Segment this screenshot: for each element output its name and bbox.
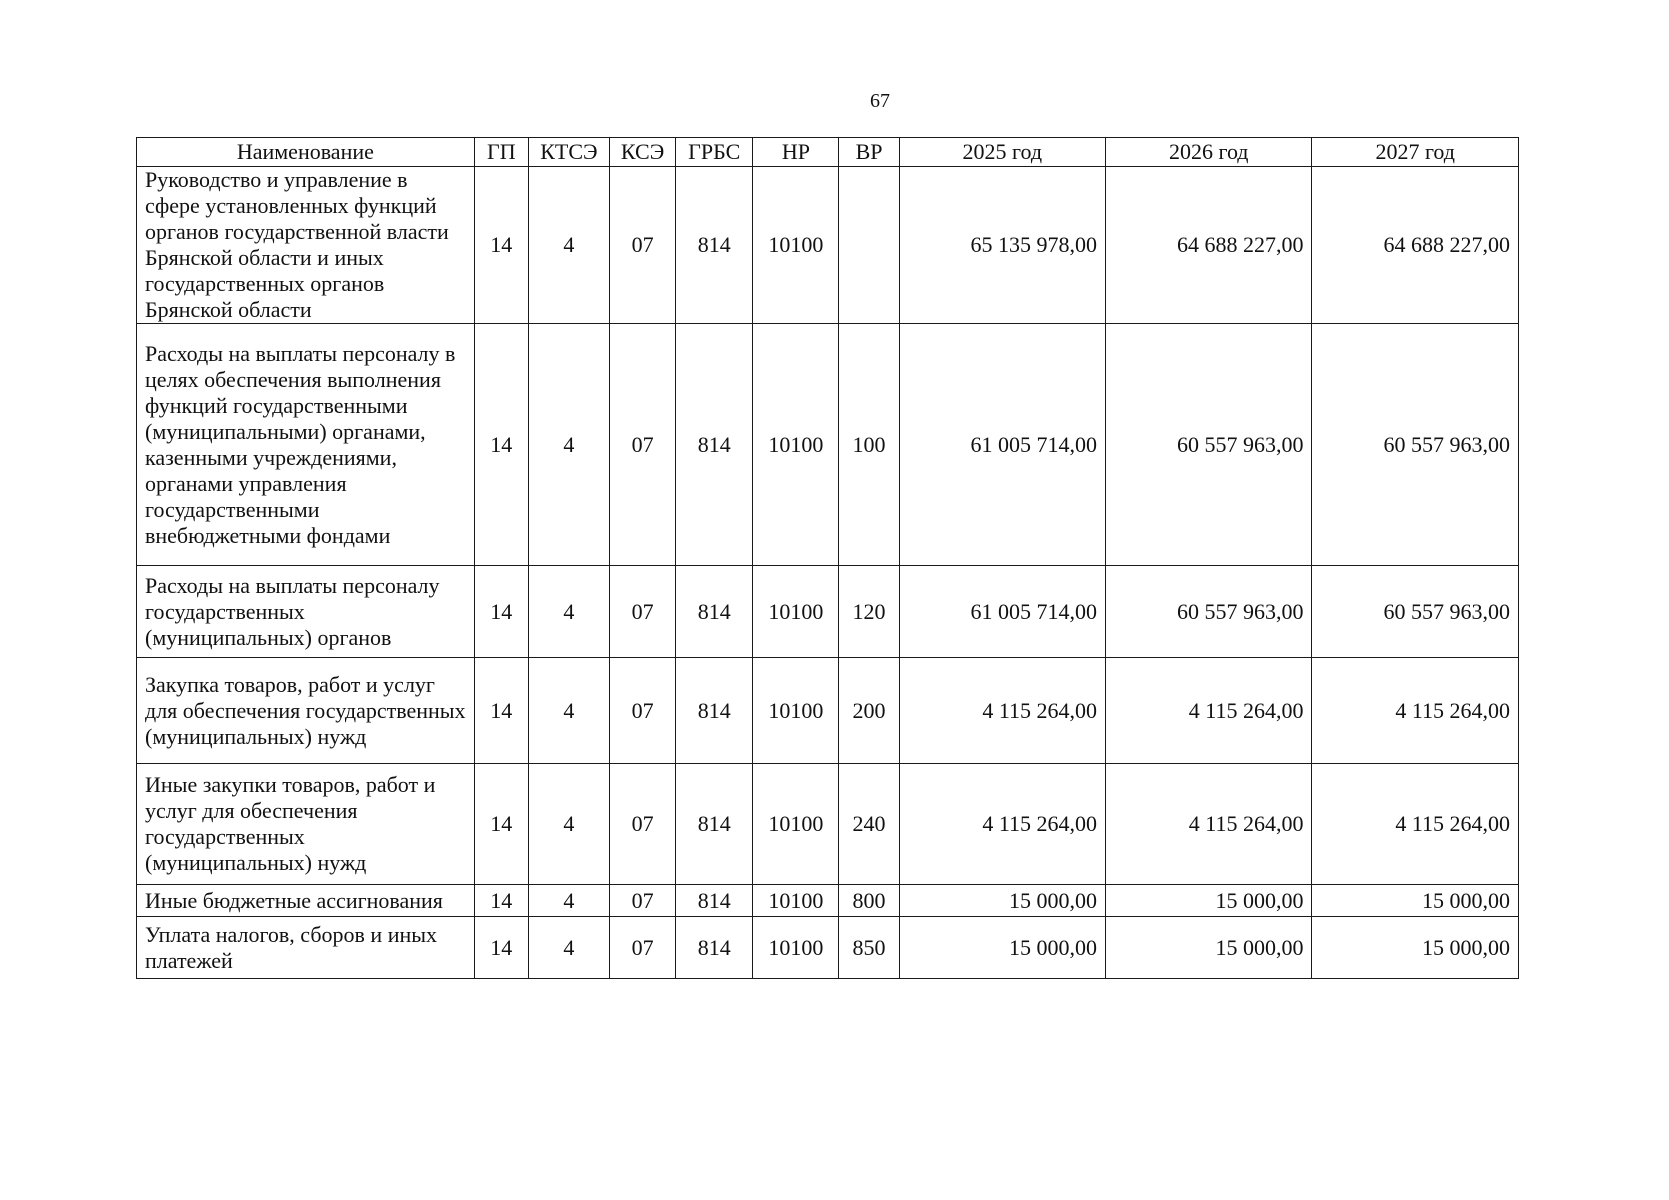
row-2026: 64 688 227,00	[1106, 167, 1312, 324]
row-grbs: 814	[676, 167, 753, 324]
row-ktse: 4	[528, 566, 609, 658]
header-2025: 2025 год	[899, 138, 1105, 167]
row-grbs: 814	[676, 917, 753, 979]
page-number: 67	[870, 90, 890, 112]
row-vr: 200	[839, 658, 899, 764]
row-vr: 800	[839, 885, 899, 917]
header-gp: ГП	[474, 138, 528, 167]
row-nr: 10100	[753, 324, 839, 566]
row-vr: 120	[839, 566, 899, 658]
row-gp: 14	[474, 167, 528, 324]
row-nr: 10100	[753, 885, 839, 917]
row-2026: 15 000,00	[1106, 885, 1312, 917]
header-kse: КСЭ	[610, 138, 676, 167]
row-2027: 60 557 963,00	[1312, 566, 1519, 658]
table-row	[137, 566, 1519, 658]
header-name: Наименование	[137, 138, 475, 167]
row-2027: 15 000,00	[1312, 917, 1519, 979]
budget-table	[136, 137, 1519, 979]
row-2026: 60 557 963,00	[1106, 566, 1312, 658]
row-2026: 15 000,00	[1106, 917, 1312, 979]
row-2025: 65 135 978,00	[899, 167, 1105, 324]
row-2025: 4 115 264,00	[899, 764, 1105, 885]
row-nr: 10100	[753, 764, 839, 885]
row-kse: 07	[610, 764, 676, 885]
row-2027: 64 688 227,00	[1312, 167, 1519, 324]
row-name: Уплата налогов, сборов и иных платежей	[137, 917, 475, 979]
row-gp: 14	[474, 764, 528, 885]
row-2025: 15 000,00	[899, 885, 1105, 917]
row-name: Закупка товаров, работ и услуг для обеспечения государственных (муниципальных) нужд	[137, 658, 475, 764]
row-grbs: 814	[676, 764, 753, 885]
header-nr: НР	[753, 138, 839, 167]
row-name: Иные закупки товаров, работ и услуг для обеспечения государственных (муниципальных) нужд	[137, 764, 475, 885]
row-kse: 07	[610, 885, 676, 917]
row-2027: 15 000,00	[1312, 885, 1519, 917]
row-ktse: 4	[528, 167, 609, 324]
row-nr: 10100	[753, 167, 839, 324]
row-kse: 07	[610, 566, 676, 658]
header-grbs: ГРБС	[676, 138, 753, 167]
row-2026: 4 115 264,00	[1106, 764, 1312, 885]
row-kse: 07	[610, 167, 676, 324]
row-ktse: 4	[528, 917, 609, 979]
row-name: Иные бюджетные ассигнования	[137, 885, 475, 917]
row-gp: 14	[474, 566, 528, 658]
table-row	[137, 764, 1519, 885]
row-2025: 61 005 714,00	[899, 566, 1105, 658]
row-gp: 14	[474, 917, 528, 979]
row-name: Расходы на выплаты персоналу государственных (муниципальных) органов	[137, 566, 475, 658]
row-kse: 07	[610, 658, 676, 764]
row-2026: 4 115 264,00	[1106, 658, 1312, 764]
row-vr: 100	[839, 324, 899, 566]
row-2025: 61 005 714,00	[899, 324, 1105, 566]
row-2026: 60 557 963,00	[1106, 324, 1312, 566]
table-header-row	[137, 138, 1519, 167]
row-nr: 10100	[753, 917, 839, 979]
row-2025: 4 115 264,00	[899, 658, 1105, 764]
table-row	[137, 324, 1519, 566]
header-2026: 2026 год	[1106, 138, 1312, 167]
header-vr: ВР	[839, 138, 899, 167]
row-nr: 10100	[753, 566, 839, 658]
row-2027: 4 115 264,00	[1312, 658, 1519, 764]
row-gp: 14	[474, 885, 528, 917]
header-2027: 2027 год	[1312, 138, 1519, 167]
row-ktse: 4	[528, 324, 609, 566]
row-2027: 60 557 963,00	[1312, 324, 1519, 566]
row-grbs: 814	[676, 658, 753, 764]
row-ktse: 4	[528, 658, 609, 764]
row-grbs: 814	[676, 566, 753, 658]
row-name: Руководство и управление в сфере установленных функций органов государственной власти Брянской области и иных государственных органов Брянской области	[137, 167, 475, 324]
row-grbs: 814	[676, 885, 753, 917]
row-name: Расходы на выплаты персоналу в целях обеспечения выполнения функций государственными (муниципальными) органами, казенными учреждениями, органами управления государственными внебюджетными фондами	[137, 324, 475, 566]
table-row	[137, 885, 1519, 917]
row-kse: 07	[610, 917, 676, 979]
row-ktse: 4	[528, 885, 609, 917]
table-row	[137, 167, 1519, 324]
row-kse: 07	[610, 324, 676, 566]
row-2027: 4 115 264,00	[1312, 764, 1519, 885]
table-row	[137, 658, 1519, 764]
row-nr: 10100	[753, 658, 839, 764]
row-grbs: 814	[676, 324, 753, 566]
row-vr	[839, 167, 899, 324]
row-vr: 240	[839, 764, 899, 885]
row-2025: 15 000,00	[899, 917, 1105, 979]
table-row	[137, 917, 1519, 979]
row-ktse: 4	[528, 764, 609, 885]
header-ktse: КТСЭ	[528, 138, 609, 167]
row-gp: 14	[474, 658, 528, 764]
row-vr: 850	[839, 917, 899, 979]
row-gp: 14	[474, 324, 528, 566]
